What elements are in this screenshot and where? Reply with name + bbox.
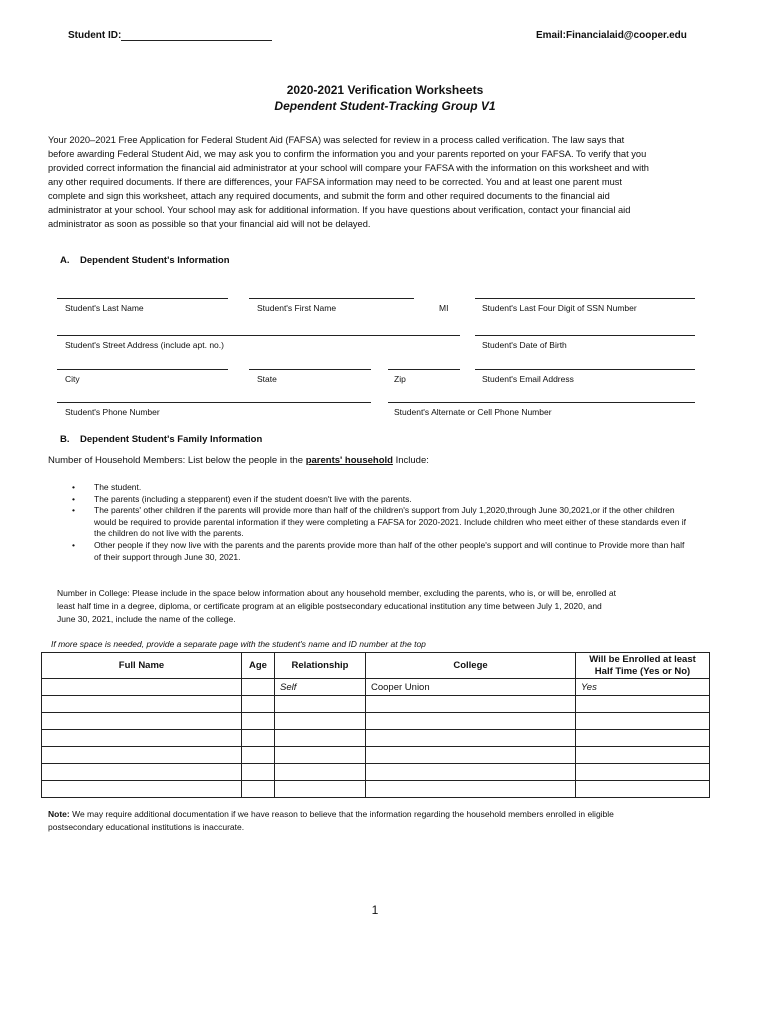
cell-age[interactable] [242, 713, 275, 730]
last-name-field[interactable] [57, 298, 228, 299]
state-field[interactable] [249, 369, 371, 370]
col-header-enrolled [576, 653, 710, 679]
intro-paragraph [48, 133, 708, 231]
cell-age[interactable] [242, 730, 275, 747]
cell-name[interactable] [42, 679, 242, 696]
section-a-letter: A. [60, 255, 70, 266]
student-id-label: Student ID: [68, 30, 122, 41]
table-row [42, 713, 710, 730]
cell-enrolled[interactable] [576, 747, 710, 764]
cell-enrolled[interactable] [576, 730, 710, 747]
cell-name[interactable] [42, 713, 242, 730]
cell-college[interactable] [366, 781, 576, 798]
list-item: • Other people if they now live with the parents and the parents provide more than half of the other people's support and will continue to Provide more than half of their support through June 30, 2021. [72, 540, 692, 563]
household-suffix: Include: [392, 455, 429, 466]
email-field[interactable] [475, 369, 695, 370]
cell-relationship[interactable] [275, 713, 366, 730]
cell-age[interactable] [242, 679, 275, 696]
household-intro [48, 455, 429, 466]
college-line: Number in College: Please include in the space below information about any household member, excluding the parents, who is, or will be, enrolled at [57, 588, 616, 598]
cell-relationship[interactable] [275, 781, 366, 798]
city-label: City [65, 374, 80, 384]
cell-relationship[interactable] [275, 747, 366, 764]
household-bullets [72, 482, 692, 563]
household-prefix: Number of Household Members: List below the people in the [48, 455, 306, 466]
note-paragraph [48, 808, 728, 834]
list-item: • The parents (including a stepparent) even if the student doesn't live with the parents. [72, 494, 692, 506]
cell-college[interactable] [366, 730, 576, 747]
phone-field[interactable] [57, 402, 371, 403]
space-note: If more space is needed, provide a separate page with the student's name and ID number at the top [51, 639, 426, 649]
cell-relationship[interactable] [275, 696, 366, 713]
dob-label: Student's Date of Birth [482, 340, 567, 350]
intro-line: any other required documents. If there are differences, your FAFSA information may need to be corrected. You and at least one parent must [48, 177, 622, 187]
alt-phone-label: Student's Alternate or Cell Phone Number [394, 407, 552, 417]
section-a-title: Dependent Student's Information [80, 255, 230, 266]
dob-field[interactable] [475, 335, 695, 336]
alt-phone-field[interactable] [388, 402, 695, 403]
number-in-college-paragraph [57, 587, 717, 626]
section-b-letter: B. [60, 434, 70, 445]
cell-relationship[interactable]: Self [275, 679, 366, 696]
form-subtitle: Dependent Student-Tracking Group V1 [274, 99, 496, 113]
cell-college[interactable] [366, 696, 576, 713]
table-row [42, 781, 710, 798]
intro-line: administrator at your school. Your school may ask for additional information. If you have questions about verification, contact your financial aid [48, 205, 631, 215]
col-header-enrolled-line2: Half Time (Yes or No) [594, 665, 691, 677]
section-b-title: Dependent Student's Family Information [80, 434, 263, 445]
intro-line: complete and sign this worksheet, attach any required documents, and submit the form and other required documents to the financial aid [48, 191, 610, 201]
col-header-full-name: Full Name [42, 653, 242, 679]
cell-name[interactable] [42, 696, 242, 713]
email-label: Student's Email Address [482, 374, 574, 384]
ssn-field[interactable] [475, 298, 695, 299]
cell-name[interactable] [42, 747, 242, 764]
cell-enrolled[interactable] [576, 696, 710, 713]
cell-name[interactable] [42, 781, 242, 798]
cell-name[interactable] [42, 764, 242, 781]
first-name-field[interactable] [249, 298, 414, 299]
table-row [42, 696, 710, 713]
phone-label: Student's Phone Number [65, 407, 160, 417]
form-title: 2020-2021 Verification Worksheets [286, 83, 484, 97]
cell-age[interactable] [242, 781, 275, 798]
intro-line: provided correct information the financial aid administrator at your school will compare your FAFSA with the information on this worksheet and with [48, 163, 649, 173]
zip-label: Zip [394, 374, 406, 384]
zip-field[interactable] [388, 369, 460, 370]
note-line-1 [48, 808, 728, 821]
list-item: • The parents' other children if the parents will provide more than half of the children's support from July 1,2020,through June 30,2021,or if the other children would be required to provide parental information if they were completing a FAFSA for 2020-2021. Include children who meet either of these standards even if the children do not live with the parents. [72, 505, 692, 540]
state-label: State [257, 374, 277, 384]
table-header-row [42, 653, 710, 679]
cell-name[interactable] [42, 730, 242, 747]
mi-label: MI [439, 303, 449, 313]
cell-age[interactable] [242, 764, 275, 781]
cell-enrolled[interactable]: Yes [576, 679, 710, 696]
first-name-label: Student's First Name [257, 303, 337, 313]
cell-college[interactable] [366, 764, 576, 781]
col-header-relationship: Relationship [275, 653, 366, 679]
note-text-2: postsecondary educational institutions is inaccurate. [48, 822, 245, 832]
street-address-field[interactable] [57, 335, 460, 336]
ssn-label: Student's Last Four Digit of SSN Number [482, 303, 637, 313]
cell-college[interactable] [366, 747, 576, 764]
household-emphasis: parents' household [305, 455, 393, 466]
cell-enrolled[interactable] [576, 764, 710, 781]
intro-line: before awarding Federal Student Aid, we may ask you to confirm the information you and your parents reported on your FAFSA. To verify that you [48, 149, 647, 159]
cell-enrolled[interactable] [576, 781, 710, 798]
contact-email: Email:Financialaid@cooper.edu [536, 30, 687, 41]
cell-relationship[interactable] [275, 730, 366, 747]
col-header-enrolled-line1: Will be Enrolled at least [589, 653, 696, 665]
col-header-age: Age [242, 653, 275, 679]
note-label: Note: [48, 809, 70, 819]
student-id-field[interactable] [121, 40, 272, 41]
cell-college[interactable] [366, 713, 576, 730]
cell-enrolled[interactable] [576, 713, 710, 730]
page-number: 1 [371, 903, 379, 917]
intro-line: administrator as soon as possible so that your financial aid will not be delayed. [48, 219, 371, 229]
cell-relationship[interactable] [275, 764, 366, 781]
intro-line: Your 2020–2021 Free Application for Federal Student Aid (FAFSA) was selected for review in a process called verification. The law says that [48, 135, 625, 145]
note-text-1: We may require additional documentation if we have reason to believe that the information regarding the household members enrolled in eligible [69, 809, 614, 819]
cell-college[interactable]: Cooper Union [366, 679, 576, 696]
household-college-table [41, 652, 710, 798]
street-address-label: Student's Street Address (include apt. no.) [65, 340, 224, 350]
list-item: • The student. [72, 482, 692, 494]
last-name-label: Student's Last Name [65, 303, 144, 313]
cell-age[interactable] [242, 696, 275, 713]
table-row [42, 679, 710, 696]
college-line: June 30, 2021, include the name of the college. [57, 614, 236, 624]
table-row [42, 747, 710, 764]
table-row [42, 764, 710, 781]
col-header-college: College [366, 653, 576, 679]
college-line: least half time in a degree, diploma, or certificate program at an eligible postsecondary educational institution any time between July 1, 2020, and [57, 601, 602, 611]
city-field[interactable] [57, 369, 228, 370]
table-row [42, 730, 710, 747]
cell-age[interactable] [242, 747, 275, 764]
